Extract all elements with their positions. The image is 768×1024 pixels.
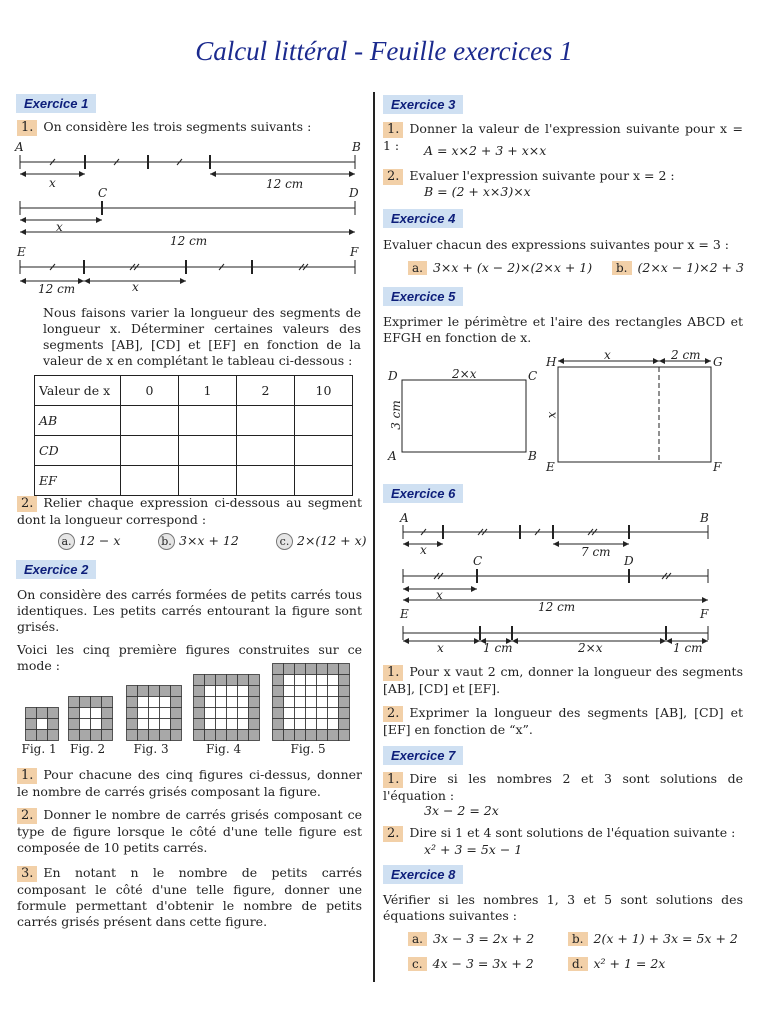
ex1-q2-text: Relier chaque expression ci-dessous au segment dont la longueur correspond : bbox=[17, 495, 362, 527]
choice-marker: c. bbox=[276, 533, 293, 550]
figure-label: Fig. 3 bbox=[133, 742, 169, 756]
ex7-q1-expression: 3x − 2 = 2x bbox=[424, 803, 499, 818]
ex1-point-b: B bbox=[352, 140, 361, 154]
table-row-label: EF bbox=[35, 466, 121, 496]
exercise-3-heading: Exercice 3 bbox=[383, 95, 463, 114]
figure-label: Fig. 5 bbox=[290, 742, 326, 756]
ex6-point-d: D bbox=[624, 554, 634, 568]
ex1-ab-12cm-label: 12 cm bbox=[266, 177, 304, 191]
ex6-ef-x-label: x bbox=[437, 641, 444, 655]
choice-marker: a. bbox=[58, 533, 75, 550]
ex1-cd-x-label: x bbox=[56, 220, 63, 234]
ex8-text: Vérifier si les nombres 1, 3 et 5 sont solutions des équations suivantes : bbox=[383, 892, 743, 923]
ex5-point-a: A bbox=[388, 449, 397, 463]
ex7-q1-number: 1. bbox=[383, 772, 403, 788]
exercise-6-heading: Exercice 6 bbox=[383, 484, 463, 503]
ex3-q1-number: 1. bbox=[383, 122, 403, 138]
ex4-text: Evaluer chacun des expressions suivantes pour x = 3 : bbox=[383, 237, 729, 252]
ex1-point-e: E bbox=[17, 245, 26, 259]
choice-expression: 3×x + 12 bbox=[179, 533, 239, 548]
ex6-q2-text: Exprimer la longueur des segments [AB], [CD] et [EF] en fonction de “x”. bbox=[383, 705, 743, 737]
ex7-q2-text: Dire si 1 et 4 sont solutions de l'équation suivante : bbox=[409, 825, 736, 840]
ex6-1cm-label-right: 1 cm bbox=[673, 641, 703, 655]
exercise-8-heading: Exercice 8 bbox=[383, 865, 463, 884]
item-expression: (2×x − 1)×2 + 3 bbox=[637, 260, 744, 275]
ex1-ab-x-label: x bbox=[49, 176, 56, 190]
exercise-1-heading: Exercice 1 bbox=[16, 94, 96, 113]
figure-label: Fig. 2 bbox=[70, 742, 106, 756]
ex2-paragraph-1: On considère des carrés formées de petits carrés tous identiques. Les petits carrés entourant la figure sont grisés. bbox=[17, 587, 362, 634]
ex1-q1-text: On considère les trois segments suivants : bbox=[43, 119, 312, 134]
ex5-point-h: H bbox=[546, 355, 557, 369]
ex1-cd-12cm-label: 12 cm bbox=[170, 234, 208, 248]
table-header-cell: 0 bbox=[121, 376, 179, 406]
item-marker: a. bbox=[408, 261, 427, 275]
item-marker: d. bbox=[568, 957, 588, 971]
choice-expression: 12 − x bbox=[79, 533, 121, 548]
ex5-point-e: E bbox=[546, 460, 555, 474]
table-header-cell: 10 bbox=[295, 376, 353, 406]
item-marker: a. bbox=[408, 932, 427, 946]
ex1-point-a: A bbox=[15, 140, 24, 154]
item-expression: x² + 1 = 2x bbox=[593, 956, 666, 971]
choice-expression: 2×(12 + x) bbox=[297, 533, 367, 548]
ex6-q2-number: 2. bbox=[383, 706, 403, 722]
choice-marker: b. bbox=[158, 533, 175, 550]
table-header-cell: 2 bbox=[237, 376, 295, 406]
ex6-point-e: E bbox=[400, 607, 409, 621]
ex1-q2-number: 2. bbox=[17, 496, 37, 512]
ex6-point-f: F bbox=[700, 607, 709, 621]
ex2-q3-number: 3. bbox=[17, 866, 37, 882]
item-expression: 4x − 3 = 3x + 2 bbox=[432, 956, 534, 971]
ex3-q2-number: 2. bbox=[383, 169, 403, 185]
ex5-height-label: 3 cm bbox=[388, 400, 403, 430]
ex2-q2-number: 2. bbox=[17, 808, 37, 824]
ex5-side-x-label: x bbox=[544, 411, 559, 419]
ex2-q1-number: 1. bbox=[17, 768, 37, 784]
exercise-5-heading: Exercice 5 bbox=[383, 287, 463, 306]
ex5-point-c: C bbox=[528, 369, 538, 383]
table-row-label: AB bbox=[35, 406, 121, 436]
ex5-point-g: G bbox=[713, 355, 723, 369]
ex5-width-label: 2×x bbox=[452, 367, 477, 381]
ex6-point-c: C bbox=[473, 554, 483, 568]
ex6-12cm-label: 12 cm bbox=[538, 600, 576, 614]
ex5-2cm-label: 2 cm bbox=[671, 348, 701, 362]
item-expression: 3×x + (x − 2)×(2×x + 1) bbox=[432, 260, 593, 275]
ex8-item-b bbox=[568, 931, 738, 946]
ex3-q2-text: Evaluer l'expression suivante pour x = 2 : bbox=[409, 168, 675, 183]
ex1-point-c: C bbox=[98, 186, 108, 200]
ex7-q1 bbox=[383, 771, 743, 804]
ex6-cd-x-label: x bbox=[436, 588, 443, 602]
figure-label: Fig. 1 bbox=[21, 742, 57, 756]
exercise-4-heading: Exercice 4 bbox=[383, 209, 463, 228]
ex7-q2-expression: x² + 3 = 5x − 1 bbox=[424, 842, 523, 857]
ex2-paragraph-2: Voici les cinq première figures construites sur ce mode : bbox=[17, 642, 362, 673]
ex2-q2-text: Donner le nombre de carrés grisés composant ce type de figure lorsque le côté d'une telle figure est composée de 10 petits carrés. bbox=[17, 807, 362, 855]
ex8-item-c bbox=[408, 956, 534, 971]
ex8-item-a bbox=[408, 931, 534, 946]
ex2-q1-text: Pour chacune des cinq figures ci-dessus, donner le nombre de carrés grisés composant la figure. bbox=[17, 767, 362, 799]
ex5-point-b: B bbox=[528, 449, 537, 463]
table-header-cell: 1 bbox=[179, 376, 237, 406]
item-marker: c. bbox=[408, 957, 427, 971]
ex6-q2 bbox=[383, 705, 743, 738]
ex6-1cm-label-left: 1 cm bbox=[483, 641, 513, 655]
ex3-q2-expression: B = (2 + x×3)×x bbox=[424, 184, 531, 199]
ex6-q1-text: Pour x vaut 2 cm, donner la longueur des segments [AB], [CD] et [EF]. bbox=[383, 664, 743, 696]
item-expression: 2(x + 1) + 3x = 5x + 2 bbox=[593, 931, 738, 946]
ex6-2x-label: 2×x bbox=[578, 641, 603, 655]
ex1-ef-x-label: x bbox=[132, 280, 139, 294]
ex1-paragraph: Nous faisons varier la longueur des segments de longueur x. Déterminer certaines valeurs des segments [AB], [CD] et [EF] en fonction de la valeur de x en complétant le tableau ci-dessous : bbox=[43, 305, 361, 368]
item-marker: b. bbox=[612, 261, 632, 275]
ex3-q1-text: Donner la valeur de l'expression suivante pour x = 1 : bbox=[383, 121, 743, 153]
table-header-cell: Valeur de x bbox=[35, 376, 121, 406]
ex1-q1-number: 1. bbox=[17, 120, 37, 136]
ex6-point-a: A bbox=[400, 511, 409, 525]
ex5-top-x-label: x bbox=[604, 348, 611, 362]
ex6-q1-number: 1. bbox=[383, 665, 403, 681]
ex5-point-d: D bbox=[388, 369, 398, 383]
ex6-point-b: B bbox=[700, 511, 709, 525]
item-expression: 3x − 3 = 2x + 2 bbox=[432, 931, 535, 946]
ex6-ab-x-label: x bbox=[420, 543, 427, 557]
ex7-q2-number: 2. bbox=[383, 826, 403, 842]
ex2-q3-text: En notant n le nombre de petits carrés composant le côté d'une telle figure, donner une formule permettant d'obtenir le nombre de petits carrés grisés présent dans cette figure. bbox=[17, 865, 362, 929]
ex7-q1-text: Dire si les nombres 2 et 3 sont solutions de l'équation : bbox=[383, 771, 743, 803]
ex1-ef-12cm-label: 12 cm bbox=[38, 282, 76, 296]
exercise-7-heading: Exercice 7 bbox=[383, 746, 463, 765]
ex1-point-f: F bbox=[350, 245, 359, 259]
item-marker: b. bbox=[568, 932, 588, 946]
ex6-7cm-label: 7 cm bbox=[581, 545, 611, 559]
ex7-q2 bbox=[383, 825, 743, 842]
ex6-q1 bbox=[383, 664, 743, 697]
page-title: Calcul littéral - Feuille exercices 1 bbox=[195, 36, 573, 66]
ex1-point-d: D bbox=[349, 186, 359, 200]
table-row-label: CD bbox=[35, 436, 121, 466]
ex5-point-f: F bbox=[713, 460, 722, 474]
ex3-q1-expression: A = x×2 + 3 + x×x bbox=[424, 143, 547, 158]
ex8-item-d bbox=[568, 956, 665, 971]
ex5-text: Exprimer le périmètre et l'aire des rectangles ABCD et EFGH en fonction de x. bbox=[383, 314, 743, 345]
exercise-2-heading: Exercice 2 bbox=[16, 560, 96, 579]
figure-label: Fig. 4 bbox=[206, 742, 242, 756]
